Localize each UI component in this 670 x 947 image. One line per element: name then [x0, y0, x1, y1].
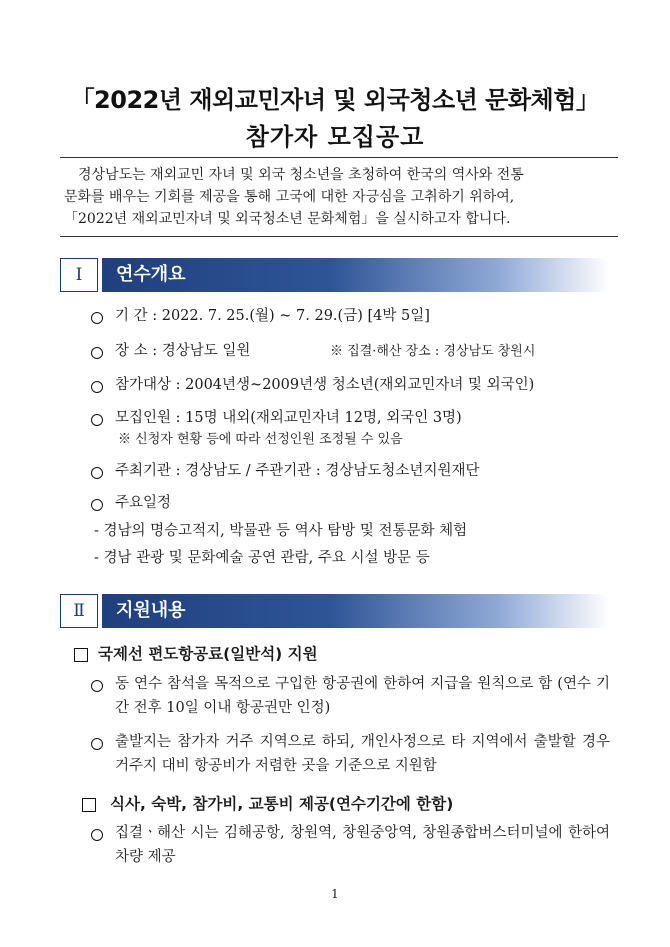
circle-bullet-icon — [90, 679, 104, 693]
page-number: 1 — [331, 887, 339, 901]
airfare-item-1: 동 연수 참석을 목적으로 구입한 항공권에 한하여 지급을 원칙으로 함 (연수 기간 전후 10일 이내 항공권만 인정) — [115, 676, 610, 716]
benefits-heading: 식사, 숙박, 참가비, 교통비 제공(연수기간에 한함) — [110, 795, 454, 813]
host-item: 주최기관 : 경상남도 / 주관기관 : 경상남도청소년지원재단 — [115, 463, 480, 479]
section-label: 지원내용 — [116, 600, 186, 621]
square-bullet-icon — [74, 648, 88, 662]
schedule-line-1: - 경남의 명승고적지, 박물관 등 역사 탐방 및 전통문화 체험 — [94, 523, 468, 539]
circle-bullet-icon — [90, 380, 104, 394]
document-title: 「2022년 재외교민자녀 및 외국청소년 문화체험」 — [70, 86, 600, 114]
circle-bullet-icon — [90, 413, 104, 427]
circle-bullet-icon — [90, 498, 104, 512]
schedule-item: 주요일정 — [115, 495, 172, 511]
place-note: ※ 집결·해산 장소 : 경상남도 창원시 — [330, 344, 536, 359]
place-item: 장 소 : 경상남도 일원 — [115, 343, 251, 359]
recruit-note: ※ 신청자 현황 등에 따라 선정인원 조정될 수 있음 — [118, 432, 403, 447]
section-number: Ⅱ — [60, 594, 98, 628]
intro-line-2: 문화를 배우는 기회를 제공을 통해 고국에 대한 자긍심을 고취하기 위하여, — [64, 189, 515, 205]
circle-bullet-icon — [90, 346, 104, 360]
circle-bullet-icon — [90, 466, 104, 480]
intro-line-1: 경상남도는 재외교민 자녀 및 외국 청소년을 초청하여 한국의 역사와 전통 — [78, 167, 524, 183]
square-bullet-icon — [82, 798, 96, 812]
circle-bullet-icon — [90, 828, 104, 842]
circle-bullet-icon — [90, 311, 104, 325]
target-item: 참가대상 : 2004년생~2009년생 청소년(재외교민자녀 및 외국인) — [115, 377, 535, 393]
section-number: Ⅰ — [60, 258, 98, 292]
section-bar — [102, 594, 610, 628]
document-subtitle: 참가자 모집공고 — [245, 123, 425, 151]
section-header-overview — [60, 258, 610, 292]
airfare-heading: 국제선 편도항공료(일반석) 지원 — [98, 645, 318, 663]
schedule-line-2: - 경남 관광 및 문화예술 공연 관람, 주요 시설 방문 등 — [94, 550, 430, 566]
period-item: 기 간 : 2022. 7. 25.(월) ~ 7. 29.(금) [4박 5일] — [115, 308, 430, 324]
section-bar — [102, 258, 610, 292]
section-label: 연수개요 — [116, 264, 186, 285]
intro-line-3: 「2022년 재외교민자녀 및 외국청소년 문화체험」을 실시하고자 합니다. — [64, 211, 511, 227]
circle-bullet-icon — [90, 737, 104, 751]
section-header-support — [60, 594, 610, 628]
airfare-item-2: 출발지는 참가자 거주 지역으로 하되, 개인사정으로 타 지역에서 출발할 경우 거주지 대비 항공비가 저렴한 곳을 기준으로 지원함 — [115, 734, 610, 774]
intro-box — [60, 157, 618, 237]
recruit-item: 모집인원 : 15명 내외(재외교민자녀 12명, 외국인 3명) — [115, 410, 462, 426]
benefits-item-1: 집결ㆍ해산 시는 김해공항, 창원역, 창원중앙역, 창원종합버스터미널에 한하여 차량 제공 — [115, 825, 610, 865]
